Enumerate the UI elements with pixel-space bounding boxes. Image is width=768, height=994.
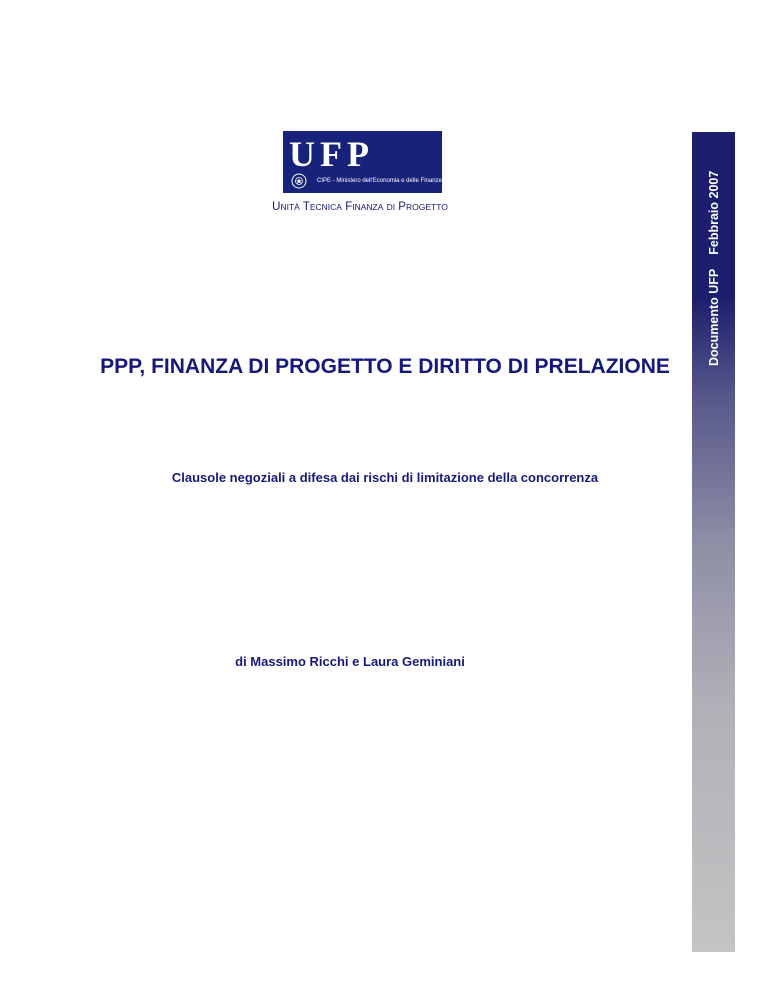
ufp-logo [283,131,442,193]
unit-word-3-cap: F [345,201,353,213]
unit-word-5-rest: ROGETTO [405,202,448,212]
unit-word-1-cap: U [272,201,281,213]
side-doc-label: Documento UFP [707,268,721,366]
logo-caption: CIPE - Ministero dell'Economia e delle Finanze [317,178,442,184]
unit-name [200,200,520,214]
side-band-text [696,134,732,366]
unit-word-5-cap: P [398,201,406,213]
unit-word-2-rest: ECNICA [309,202,342,212]
unit-word-2-cap: T [302,201,310,213]
document-subtitle: Clausole negoziali a difesa dai rischi di limitazione della concorrenza [171,470,599,485]
unit-word-1-rest: NITÀ [280,202,300,212]
document-title: PPP, FINANZA DI PROGETTO E DIRITTO DI PRELAZIONE [100,355,670,378]
unit-word-4-rest: DI [386,202,396,212]
document-authors: di Massimo Ricchi e Laura Geminiani [235,654,465,669]
republic-emblem-icon [291,173,307,189]
side-band [692,132,735,952]
unit-word-3-rest: INANZA [352,202,384,212]
logo-letters: UFP [289,134,374,174]
side-date: Febbraio 2007 [707,170,721,255]
